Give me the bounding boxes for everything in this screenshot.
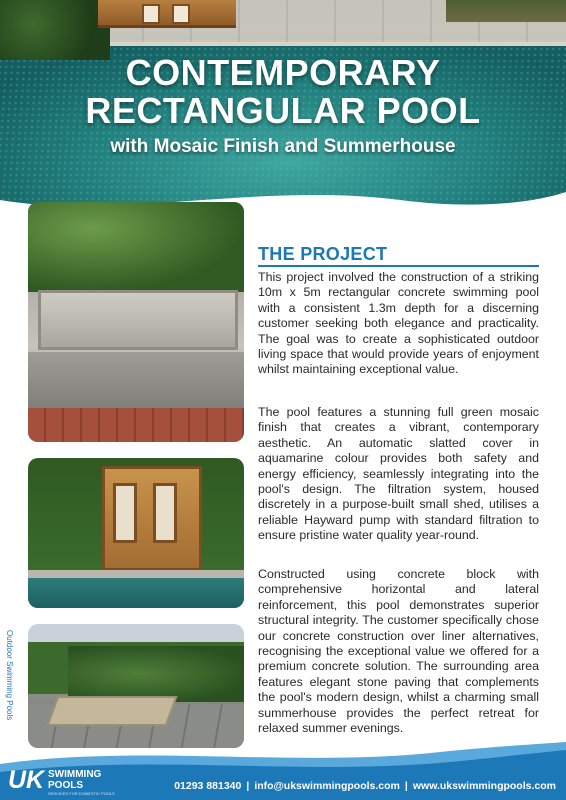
page-title <box>0 54 566 130</box>
separator: | <box>246 780 250 792</box>
contact-info <box>174 780 556 792</box>
paragraph-3: Constructed using concrete block with comprehensive horizontal and lateral reinforcement, this pool demonstrates superior structural integrity. The customer specifically chose our concrete construction over liner alternatives, recognising the exceptional value we offered for a premium concrete solution. The surrounding area features elegant stone paving that complements the pool's modern design, whilst a charming small summerhouse provides the perfect retreat for relaxed summer evenings. <box>258 567 539 736</box>
paragraph-1: This project involved the construction of a striking 10m x 5m rectangular concrete swimming pool with a consistent 1.3m depth for a discerning customer seeking both elegance and practicality. The goal was to create a sophisticated outdoor living space that would provide years of enjoyment whilst maintaining exceptional value. <box>258 270 539 377</box>
paragraph-2: The pool features a stunning full green mosaic finish that creates a vibrant, contemporary aesthetic. An automatic slatted cover in aquamarine colour provides both safety and energy efficiency, seamlessly integrating into the pool's design. The filtration system, housed discretely in a purpose-built small shed, utilises a reliable Hayward pump with standard filtration to ensure pristine water quality year-round. <box>258 405 539 543</box>
page-subtitle: with Mosaic Finish and Summerhouse <box>110 136 456 157</box>
email-link[interactable]: info@ukswimmingpools.com <box>254 780 400 792</box>
section-rule <box>258 265 539 267</box>
hero-summerhouse <box>98 0 236 28</box>
page-title-line1: CONTEMPORARY <box>125 52 441 93</box>
construction-photo <box>28 202 244 442</box>
logo-uk: UK <box>8 766 45 794</box>
side-label <box>4 630 18 740</box>
separator: | <box>404 780 408 792</box>
paving-photo <box>28 624 244 748</box>
company-logo <box>8 766 115 798</box>
hero-garden <box>446 0 566 22</box>
logo-swimming: SWIMMING <box>48 769 102 780</box>
summerhouse-photo <box>28 458 244 608</box>
hero-hedge <box>0 0 110 60</box>
phone-number[interactable]: 01293 881340 <box>174 780 242 792</box>
hero-banner <box>0 0 566 215</box>
logo-tagline: SERVICES FOR DOMESTIC POOLS <box>48 791 115 796</box>
website-link[interactable]: www.ukswimmingpools.com <box>412 780 556 792</box>
page-title-line2: RECTANGULAR POOL <box>85 90 481 131</box>
section-title: THE PROJECT <box>258 244 388 264</box>
side-label-text: Outdoor Swimming Pools <box>5 630 14 721</box>
logo-pools: POOLS <box>48 780 84 791</box>
